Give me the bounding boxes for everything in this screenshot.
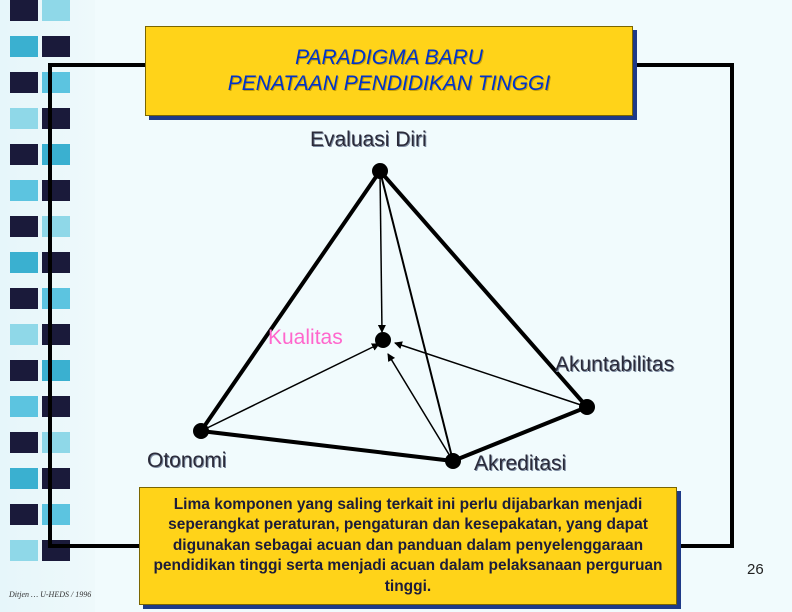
description-text: Lima komponen yang saling terkait ini perlu dijabarkan menjadi seperangkat peraturan, pengaturan dan kesepakatan, yang dapat digunakan sebagai acuan dan panduan dalam penyelenggaraan pendidikan tinggi serta menjadi acuan dalam pelaksanaan perguruan tinggi. (153, 495, 663, 595)
label-akuntabilitas: Akuntabilitas (555, 353, 675, 376)
title-line-1: PARADIGMA BARU (295, 46, 483, 69)
node-top (372, 163, 388, 179)
page-number: 26 (747, 561, 764, 578)
edge-left-bottom (201, 431, 453, 461)
description-box (139, 487, 677, 605)
node-bottom (445, 453, 461, 469)
arrow-akreditasi-kualitas (388, 354, 453, 461)
edge-top-left (201, 171, 380, 431)
arrow-evaluasi-kualitas (380, 172, 382, 332)
title-line-2: PENATAAN PENDIDIKAN TINGGI (227, 72, 551, 95)
node-right (579, 399, 595, 415)
node-center (375, 332, 391, 348)
node-left (193, 423, 209, 439)
label-evaluasi-diri: Evaluasi Diri (310, 128, 427, 151)
label-otonomi: Otonomi (147, 449, 227, 472)
footer-source: Ditjen … U-HEDS / 1996 (9, 590, 92, 599)
arrow-otonomi-kualitas (201, 344, 379, 431)
label-akreditasi: Akreditasi (474, 452, 567, 475)
label-kualitas: Kualitas (268, 326, 343, 349)
